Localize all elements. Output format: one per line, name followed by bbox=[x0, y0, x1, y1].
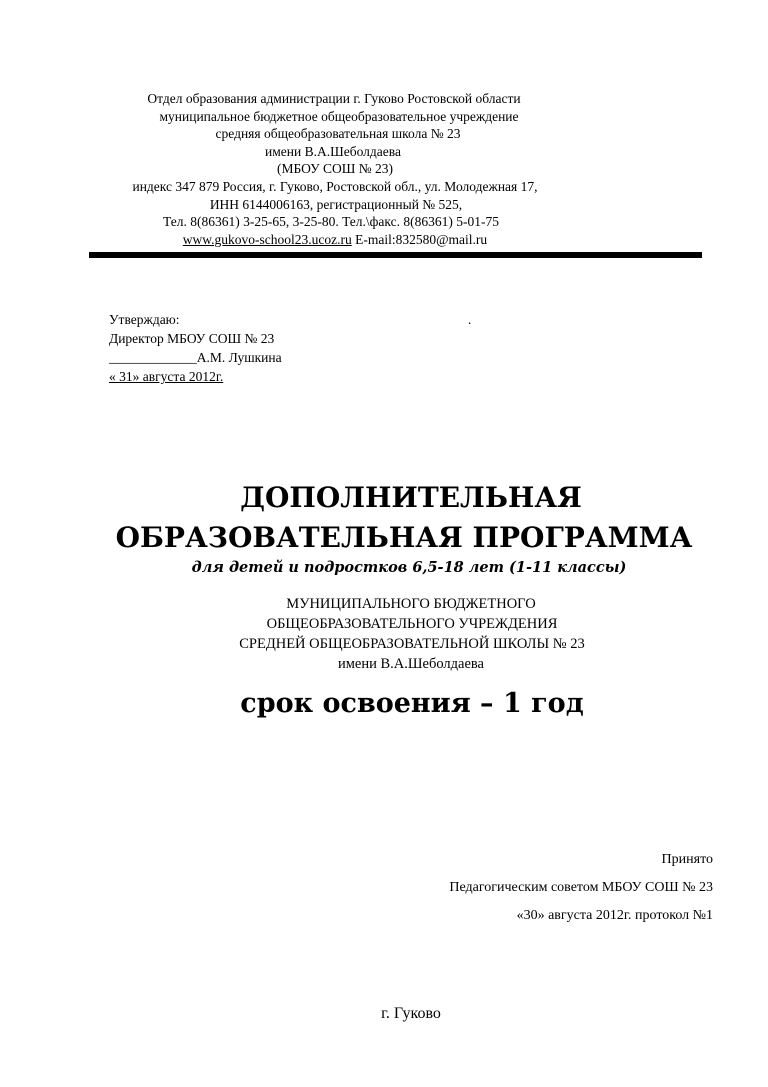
school-line-4: имени В.А.Шеболдаева bbox=[338, 656, 484, 672]
letterhead-school-name: средняя общеобразовательная школа № 23 bbox=[215, 126, 461, 142]
program-title-line-2: ОБРАЗОВАТЕЛЬНАЯ ПРОГРАММА bbox=[115, 521, 693, 554]
program-audience: для детей и подростков 6,5-18 лет (1-11 классы) bbox=[191, 559, 627, 576]
letterhead-phones: Тел. 8(86361) 3-25-65, 3-25-80. Тел.\факс. 8(86361) 5-01-75 bbox=[163, 214, 499, 230]
stray-dot: . bbox=[468, 312, 472, 327]
school-line-1: МУНИЦИПАЛЬНОГО БЮДЖЕТНОГО bbox=[286, 596, 536, 612]
approval-heading: Утверждаю: bbox=[109, 312, 180, 327]
letterhead-contacts bbox=[0, 231, 719, 249]
accepted-block bbox=[449, 846, 713, 930]
city-name: г. Гуково bbox=[381, 1005, 441, 1022]
letterhead-department: Отдел образования администрации г. Гуково Ростовской области bbox=[147, 91, 521, 106]
program-subtitle bbox=[0, 558, 768, 578]
program-term-text: срок освоения – 1 год bbox=[240, 688, 584, 719]
accepted-protocol: «30» августа 2012г. протокол №1 bbox=[516, 908, 713, 923]
accepted-heading: Принято bbox=[661, 852, 713, 867]
letterhead-address: индекс 347 879 Россия, г. Гуково, Ростовской обл., ул. Молодежная 17, bbox=[132, 178, 538, 194]
city-footer bbox=[0, 1003, 768, 1025]
accepted-council: Педагогическим советом МБОУ СОШ № 23 bbox=[449, 880, 713, 895]
website-link[interactable]: www.gukovo-school23.ucoz.ru bbox=[182, 231, 352, 247]
email-text: E-mail:832580@mail.ru bbox=[355, 231, 488, 247]
approval-signature: _____________А.М. Лушкина bbox=[109, 350, 282, 365]
program-title bbox=[0, 478, 768, 558]
letterhead-inn: ИНН 6144006163, регистрационный № 525, bbox=[209, 196, 463, 212]
letterhead bbox=[0, 90, 768, 248]
letterhead-institution-type: муниципальное бюджетное общеобразовательное учреждение bbox=[159, 108, 519, 124]
school-line-2: ОБЩЕОБРАЗОВАТЕЛЬНОГО УЧРЕЖДЕНИЯ bbox=[266, 616, 558, 632]
approval-director: Директор МБОУ СОШ № 23 bbox=[109, 331, 275, 346]
program-term bbox=[0, 684, 768, 724]
letterhead-named-after: имени В.А.Шеболдаева bbox=[265, 143, 401, 159]
header-divider bbox=[89, 252, 702, 258]
letterhead-abbreviation: (МБОУ СОШ № 23) bbox=[276, 161, 394, 177]
approval-block bbox=[109, 310, 282, 386]
program-title-line-1: ДОПОЛНИТЕЛЬНАЯ bbox=[240, 481, 582, 514]
school-block bbox=[0, 594, 768, 674]
school-line-3: СРЕДНЕЙ ОБЩЕОБРАЗОВАТЕЛЬНОЙ ШКОЛЫ № 23 bbox=[239, 636, 585, 652]
approval-date: « 31» августа 2012г. bbox=[109, 369, 224, 384]
